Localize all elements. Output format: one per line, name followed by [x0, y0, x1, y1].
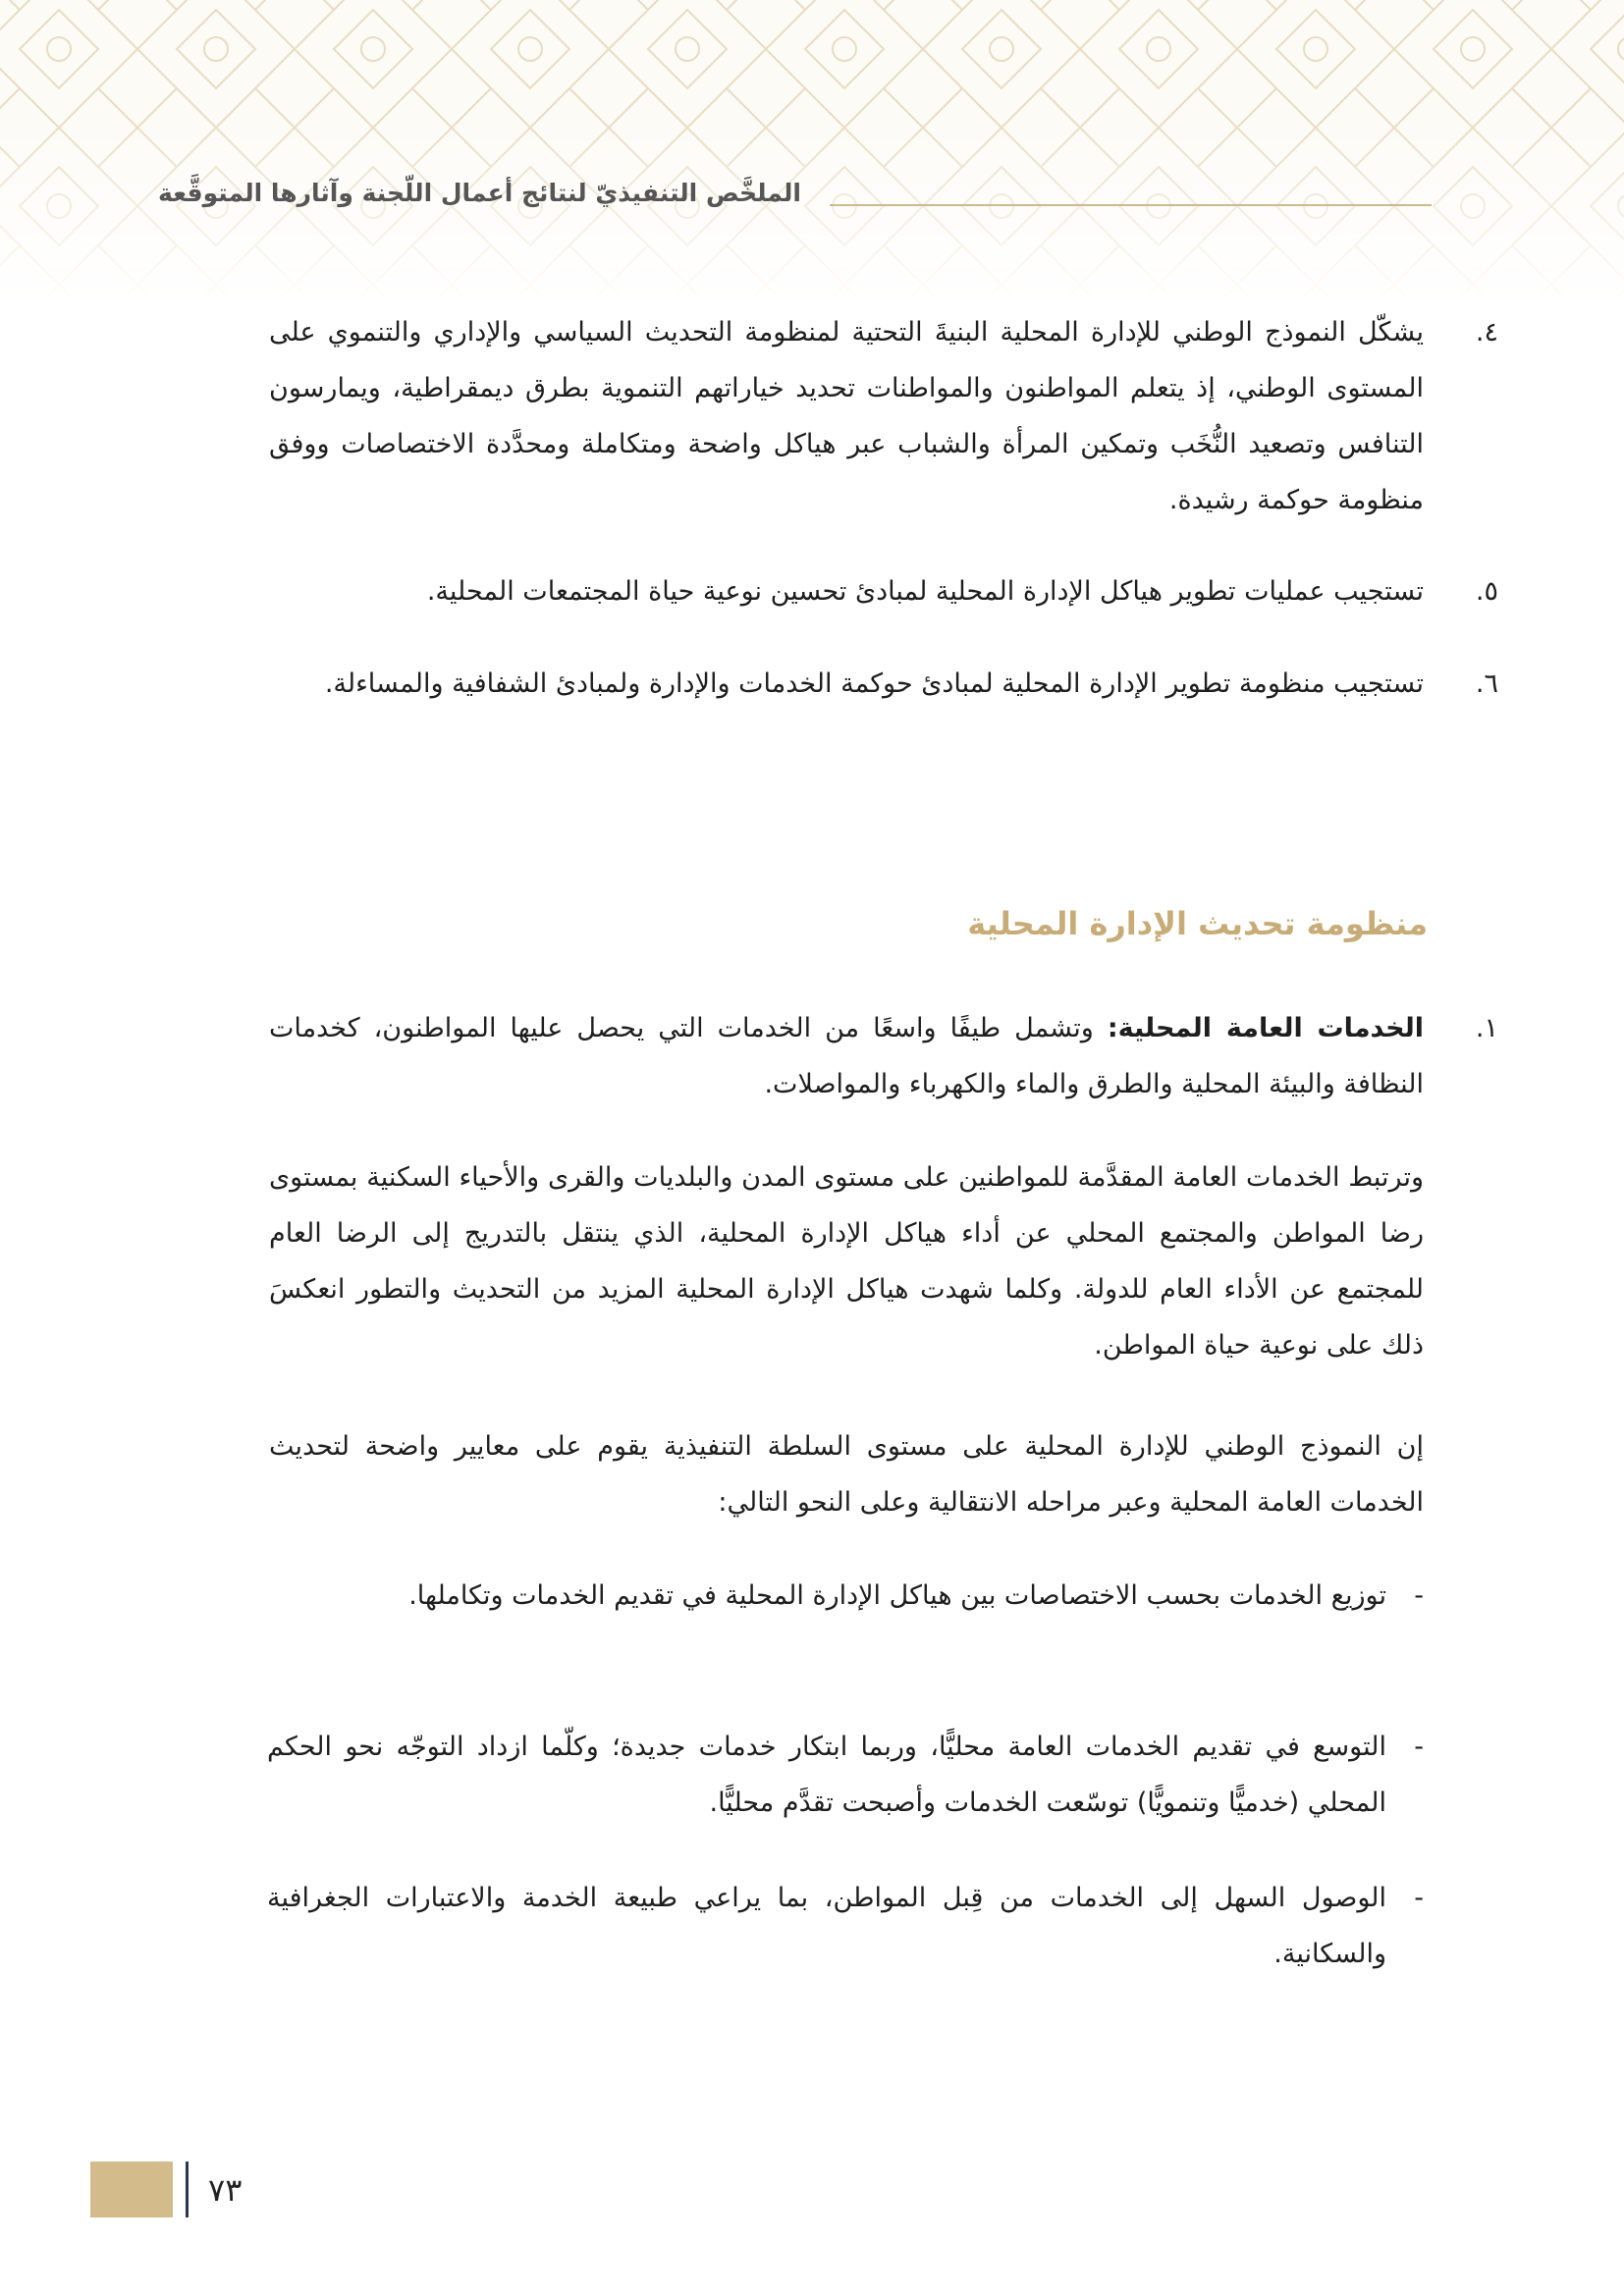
paragraph: وترتبط الخدمات العامة المقدَّمة للمواطنين على مستوى المدن والبلديات والقرى والأحياء السكنية بمستوى رضا المواطن والمجتمع المحلي عن أداء هياكل الإدارة المحلية، الذي ينتقل بالتدريج إلى الرضا العام للمجتمع عن الأداء العام للدولة. وكلما شهدت هياكل الإدارة المحلية المزيد من التحديث والتطور انعكسَ ذلك على نوعية حياة المواطن. [269, 1162, 1424, 1361]
list-number: ٦. [1475, 668, 1498, 699]
footer-accent-box [90, 2162, 173, 2217]
bullet-marker: - [1414, 1580, 1424, 1611]
header-rule [830, 204, 1432, 206]
paragraph: إن النموذج الوطني للإدارة المحلية على مستوى السلطة التنفيذية يقوم على معايير واضحة لتحديث الخدمات العامة المحلية وعبر مراحله الانتقالية وعلى النحو التالي: [269, 1431, 1424, 1518]
bullet-item [267, 1870, 1424, 1982]
section-heading: منظومة تحديث الإدارة المحلية [967, 905, 1428, 942]
bullet-item [267, 1568, 1424, 1624]
decorative-header-pattern [0, 0, 1624, 304]
bullet-marker: - [1414, 1732, 1424, 1762]
bullet-marker: - [1414, 1883, 1424, 1913]
term-label: الخدمات العامة المحلية: [1107, 1013, 1424, 1043]
list-item-4 [269, 304, 1498, 528]
list-text: تستجيب عمليات تطوير هياكل الإدارة المحلية لمبادئ تحسين نوعية حياة المجتمعات المحلية. [426, 576, 1424, 607]
bullet-text: توزيع الخدمات بحسب الاختصاصات بين هياكل الإدارة المحلية في تقديم الخدمات وتكاملها. [408, 1580, 1386, 1611]
footer-divider [186, 2162, 189, 2217]
page-number: ٧٣ [208, 2171, 243, 2209]
list-item-1 [269, 1000, 1498, 1112]
bullet-text: التوسع في تقديم الخدمات العامة محليًّا، وربما ابتكار خدمات جديدة؛ وكلّما ازداد التوجّه نحو الحكم المحلي (خدميًّا وتنمويًّا) توسّعت الخدمات وأصبحت تقدَّم محليًّا. [267, 1732, 1386, 1818]
list-text: يشكّل النموذج الوطني للإدارة المحلية البنيةَ التحتية لمنظومة التحديث السياسي والإداري والتنموي على المستوى الوطني، إذ يتعلم المواطنون والمواطنات تحديد خياراتهم التنموية بطرق ديمقراطية، ويمارسون التنافس وتصعيد النُّخَب وتمكين المرأة والشباب عبر هياكل واضحة ومتكاملة ومحدَّدة الاختصاصات ووفق منظومة حوكمة رشيدة. [269, 317, 1424, 515]
list-number: ٥. [1475, 576, 1498, 607]
list-item-6 [269, 656, 1498, 712]
bullet-text: الوصول السهل إلى الخدمات من قِبل المواطن، بما يراعي طبيعة الخدمة والاعتبارات الجغرافية والسكانية. [267, 1883, 1386, 1969]
list-text: تستجيب منظومة تطوير الإدارة المحلية لمبادئ حوكمة الخدمات والإدارة ولمبادئ الشفافية والمساءلة. [324, 668, 1424, 699]
running-header-title: الملخَّص التنفيذيّ لنتائج أعمال اللّجنة وآثارها المتوقَّعة [157, 179, 801, 207]
list-number: ٤. [1475, 317, 1498, 347]
list-number: ١. [1475, 1013, 1498, 1043]
list-item-5 [269, 563, 1498, 619]
list-text: وتشمل طيفًا واسعًا من الخدمات التي يحصل عليها المواطنون، كخدمات النظافة والبيئة المحلية والطرق والماء والكهرباء والمواصلات. [269, 1013, 1424, 1099]
bullet-item [267, 1719, 1424, 1831]
